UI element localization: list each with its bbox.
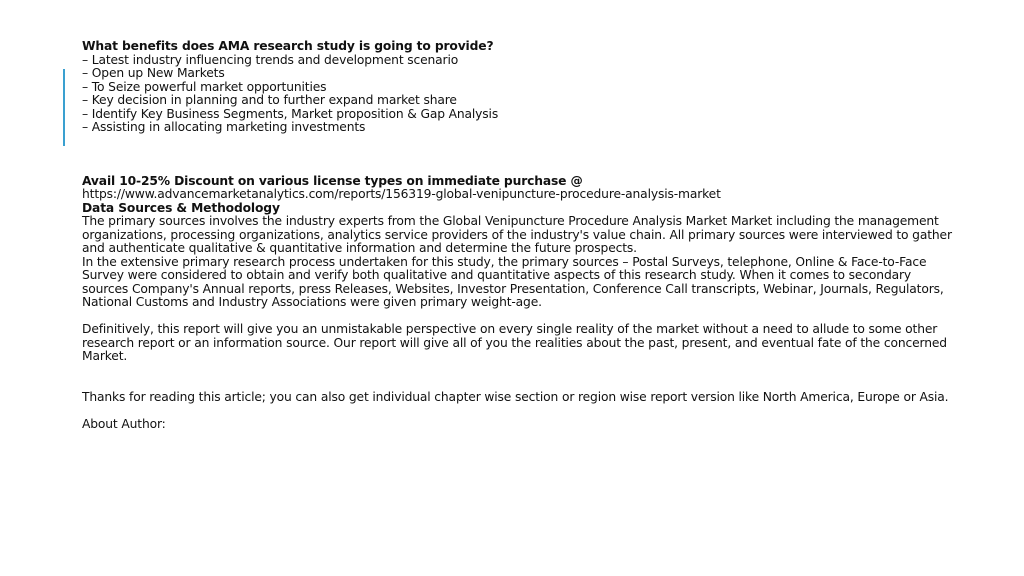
about-author-label: About Author: xyxy=(82,416,166,431)
accent-bar xyxy=(63,69,65,146)
conclusion-paragraph: Definitively, this report will give you an unmistakable perspective on every single reality of the market without a need to allude to some other research report or an information source. Our report will give all of you the realities about the past, present, and eventual fate of the concerned Market. xyxy=(82,322,947,363)
slide-content xyxy=(82,40,952,431)
benefit-item: – Key decision in planning and to further expand market share xyxy=(82,93,457,107)
report-link[interactable]: https://www.advancemarketanalytics.com/reports/156319-global-venipuncture-procedure-analysis-market xyxy=(82,187,721,201)
spacer xyxy=(82,310,952,324)
benefit-item: – Open up New Markets xyxy=(82,66,225,80)
discount-heading: Avail 10-25% Discount on various license types on immediate purchase @ xyxy=(82,173,583,188)
methodology-heading: Data Sources & Methodology xyxy=(82,200,280,215)
spacer xyxy=(82,404,952,418)
benefit-item: – Assisting in allocating marketing investments xyxy=(82,120,366,134)
benefit-item: – Identify Key Business Segments, Market proposition & Gap Analysis xyxy=(82,106,499,121)
spacer xyxy=(82,135,952,175)
benefit-item: – Latest industry influencing trends and development scenario xyxy=(82,52,459,67)
benefit-item: – To Seize powerful market opportunities xyxy=(82,79,327,94)
spacer xyxy=(82,364,952,391)
thanks-paragraph: Thanks for reading this article; you can also get individual chapter wise section or region wise report version like North America, Europe or Asia. xyxy=(82,389,949,404)
methodology-paragraph-2: In the extensive primary research process undertaken for this study, the primary sources – Postal Surveys, telephone, Online & Face-to-Face Survey were considered to obtain and verify both qualitative and quantitative aspects of this research study. When it comes to secondary sources Company's Annual reports, press Releases, Websites, Investor Presentation, Conference Call transcripts, Webinar, Journals, Regulators, National Customs and Industry Associations were given primary weight-age. xyxy=(82,254,944,309)
methodology-paragraph-1: The primary sources involves the industry experts from the Global Venipuncture Procedure Analysis Market Market including the management organizations, processing organizations, analytics service providers of the industry's value chain. All primary sources were interviewed to gather and authenticate qualitative & quantitative information and determine the future prospects. xyxy=(82,214,952,255)
benefits-heading: What benefits does AMA research study is going to provide? xyxy=(82,39,494,53)
